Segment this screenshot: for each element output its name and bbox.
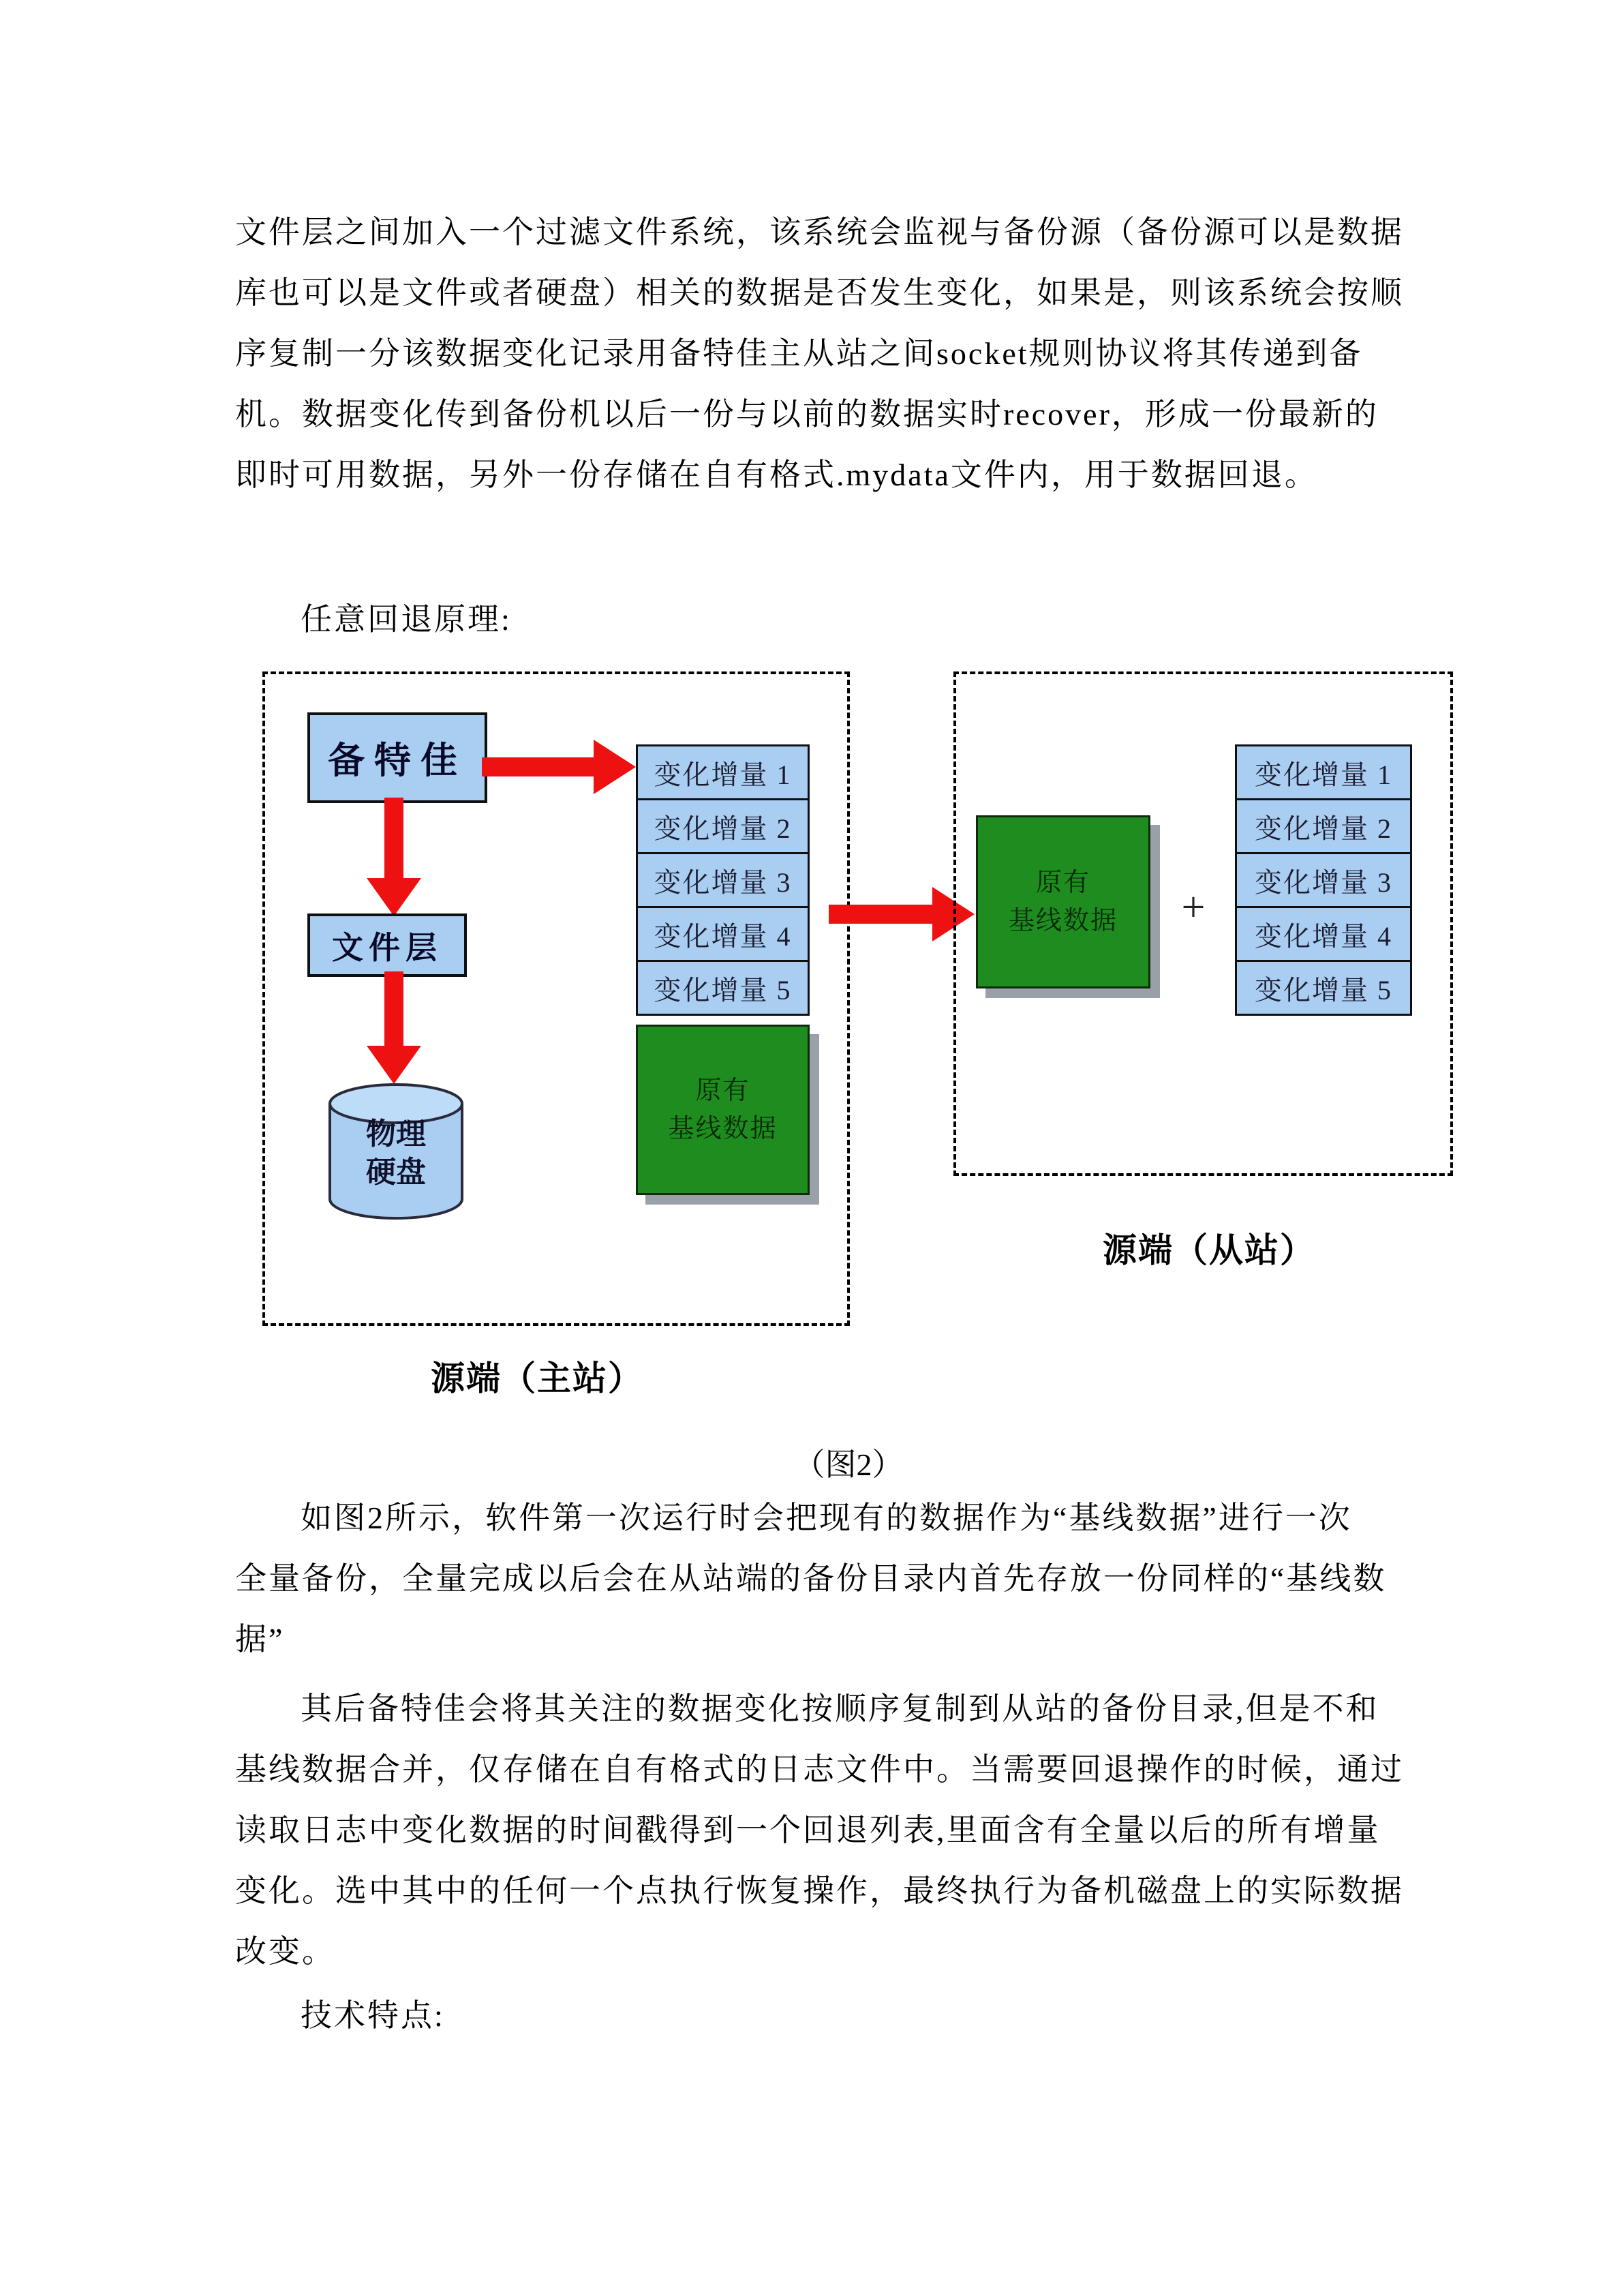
paragraph1-line5: 即时可用数据，另外一份存储在自有格式.mydata文件内，用于数据回退。 [235, 457, 1318, 492]
figure-caption: （图2） [793, 1447, 904, 1482]
file-layer-box: 文件层 [307, 913, 467, 977]
arrow-filelayer-to-disk-head [367, 1046, 421, 1084]
paragraph3-line1: 其后备特佳会将其关注的数据变化按顺序复制到从站的备份目录,但是不和 [301, 1691, 1379, 1726]
master-baseline-line2: 基线数据 [668, 1115, 778, 1143]
paragraph3-line5: 改变。 [235, 1934, 335, 1969]
paragraph1-line2: 库也可以是文件或者硬盘）相关的数据是否发生变化，如果是，则该系统会按顺 [235, 275, 1404, 310]
master-station-label: 源端（主站） [431, 1359, 643, 1398]
slave-increment-1: 变化增量 1 [1235, 744, 1412, 800]
physical-disk-label [328, 1115, 463, 1192]
paragraph3-line4: 变化。选中其中的任何一个点执行恢复操作，最终执行为备机磁盘上的实际数据 [235, 1873, 1404, 1908]
master-baseline-box [636, 1025, 810, 1195]
paragraph2-line1: 如图2所示，软件第一次运行时会把现有的数据作为“基线数据”进行一次 [301, 1500, 1352, 1535]
arrow-app-to-stack-head [594, 740, 636, 794]
master-increment-2: 变化增量 2 [636, 798, 810, 854]
master-increment-5: 变化增量 5 [636, 960, 810, 1016]
betejia-app-box: 备特佳 [307, 712, 487, 803]
arrow-app-to-stack-shaft [482, 757, 596, 776]
arrow-app-to-filelayer-head [367, 878, 421, 916]
tech-features-heading: 技术特点: [301, 1998, 445, 2033]
paragraph1-line1: 文件层之间加入一个过滤文件系统，该系统会监视与备份源（备份源可以是数据 [235, 215, 1404, 250]
slave-increment-stack [1235, 744, 1412, 1016]
slave-increment-5: 变化增量 5 [1235, 960, 1412, 1016]
slave-baseline-box [976, 815, 1150, 988]
slave-baseline-line1: 原有 [1035, 868, 1090, 897]
paragraph2-line2: 全量备份，全量完成以后会在从站端的备份目录内首先存放一份同样的“基线数 [235, 1561, 1387, 1596]
paragraph3-line3: 读取日志中变化数据的时间戳得到一个回退列表,里面含有全量以后的所有增量 [235, 1813, 1381, 1847]
rollback-heading: 任意回退原理: [301, 602, 512, 637]
paragraph1-line4: 机。数据变化传到备份机以后一份与以前的数据实时recover，形成一份最新的 [235, 397, 1379, 432]
slave-increment-4: 变化增量 4 [1235, 906, 1412, 962]
master-increment-1: 变化增量 1 [636, 744, 810, 800]
paragraph2-line3: 据” [235, 1622, 285, 1657]
physical-disk-label-line2: 硬盘 [366, 1155, 426, 1189]
slave-station-label: 源端（从站） [1103, 1231, 1315, 1269]
paragraph3-line2: 基线数据合并，仅存储在自有格式的日志文件中。当需要回退操作的时候，通过 [235, 1752, 1404, 1787]
plus-sign: + [1181, 884, 1206, 931]
arrow-master-to-slave-shaft [829, 905, 934, 924]
master-increment-4: 变化增量 4 [636, 906, 810, 962]
slave-baseline-line2: 基线数据 [1008, 907, 1118, 935]
master-baseline-line1: 原有 [695, 1076, 750, 1105]
arrow-app-to-filelayer-shaft [384, 798, 403, 879]
slave-increment-2: 变化增量 2 [1235, 798, 1412, 854]
master-increment-stack [636, 744, 810, 1016]
slave-increment-3: 变化增量 3 [1235, 852, 1412, 908]
physical-disk-label-line1: 物理 [366, 1117, 426, 1151]
arrow-filelayer-to-disk-shaft [384, 971, 403, 1048]
paragraph1-line3: 序复制一分该数据变化记录用备特佳主从站之间socket规则协议将其传递到备 [235, 336, 1363, 371]
master-increment-3: 变化增量 3 [636, 852, 810, 908]
